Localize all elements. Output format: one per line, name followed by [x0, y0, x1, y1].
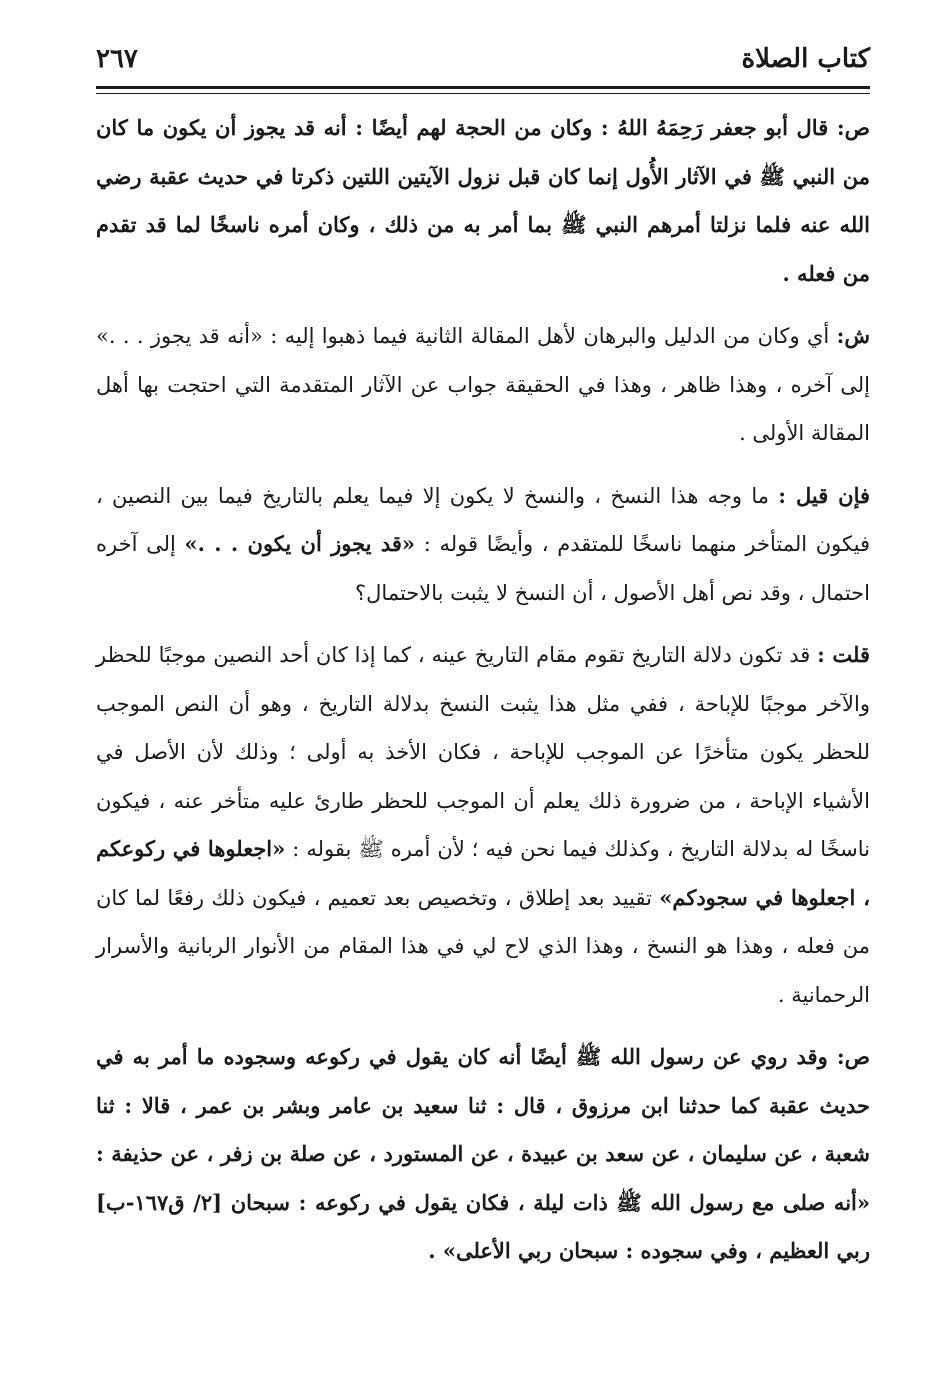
- paragraph-lead-shin: ش:: [836, 323, 870, 348]
- header-rule-thin: [96, 93, 870, 94]
- paragraph-text-sad-1: ص: قال أبو جعفر رَحِمَهُ اللهُ : وكان من الحجة لهم أيضًا : أنه قد يجوز أن يكون ما كان من النبي ﷺ في الآثار الأُول إنما كان قبل نزول الآيتين اللتين ذكرتا في حديث عقبة رضي الله عنه فلما نزلتا أمرهم النبي ﷺ بما أمر به من ذلك ، وكان أمره ناسخًا لما قد تقدم من فعله .: [96, 115, 870, 286]
- paragraph-lead-reply: قلت :: [817, 642, 870, 667]
- paragraph-text: قد تكون دلالة التاريخ تقوم مقام التاريخ عينه ، كما إذا كان أحد النصين موجبًا للحظر والآخر موجبًا للإباحة ، ففي مثل هذا يثبت النسخ بدلالة التاريخ ، وهو أن النص الموجب للحظر يكون متأخرًا عن الموجب للإباحة ، فكان الأخذ به أولى ؛ وذلك لأن الأصل في الأشياء الإباحة ، من ضرورة ذلك يعلم أن الموجب للحظر طارئ عليه متأخر عنه ، فيكون ناسخًا له بدلالة التاريخ ، وكذلك فيما نحن فيه ؛ لأن أمره ﷺ بقوله :: [96, 643, 871, 861]
- quoted-phrase: «قد يجوز أن يكون . . .»: [184, 531, 416, 556]
- paragraph-lead-objection: فإن قيل :: [778, 482, 871, 508]
- paragraph-text: إلى آخره احتمال ، وقد نص أهل الأصول ، أن النسخ لا يثبت بالاحتمال؟: [96, 532, 870, 605]
- paragraph-reply: [96, 631, 870, 1019]
- page-body: [96, 104, 870, 1290]
- header-rule-thick: [96, 86, 870, 89]
- paragraph-text: ما وجه هذا النسخ ، والنسخ لا يكون إلا فيما يعلم بالتاريخ فيما بين النصين ، فيكون المتأخر منهما ناسخًا للمتقدم ، وأيضًا قوله :: [96, 483, 870, 556]
- paragraph-text: تقييد بعد إطلاق ، وتخصيص بعد تعميم ، فيكون ذلك رفعًا لما كان من فعله ، وهذا هو النسخ ، وهذا الذي لاح لي في هذا المقام من الأنوار الربانية والأسرار الرحمانية .: [96, 885, 870, 1007]
- paragraph-commentary: [96, 312, 870, 458]
- paragraph-text-sad-2: ص: وقد روي عن رسول الله ﷺ أيضًا أنه كان يقول في ركوعه وسجوده ما أمر به في حديث عقبة كما حدثنا ابن مرزوق ، قال : ثنا سعيد بن عامر وبشر بن عمر ، قالا : ثنا شعبة ، عن سليمان ، عن سعد بن عبيدة ، عن المستورد ، عن صلة بن زفر ، عن حذيفة : «أنه صلى مع رسول الله ﷺ ذات ليلة ، فكان يقول في ركوعه : سبحان [٢/ ق١٦٧-ب] ربي العظيم ، وفي سجوده : سبحان ربي الأعلى» .: [96, 1044, 870, 1263]
- chapter-title: كتاب الصلاة: [741, 44, 870, 74]
- paragraph-objection: [96, 472, 870, 618]
- paragraph-text: أي وكان من الدليل والبرهان لأهل المقالة الثانية فيما ذهبوا إليه : «أنه قد يجوز . . .» إلى آخره ، وهذا ظاهر ، وهذا في الحقيقة جواب عن الآثار المتقدمة التي احتجت بها أهل المقالة الأولى .: [96, 324, 870, 445]
- quoted-hadith: «اجعلوها في ركوعكم ، اجعلوها في سجودكم»: [96, 836, 870, 910]
- page-number: ٢٦٧: [96, 44, 138, 74]
- page-header: [96, 40, 870, 84]
